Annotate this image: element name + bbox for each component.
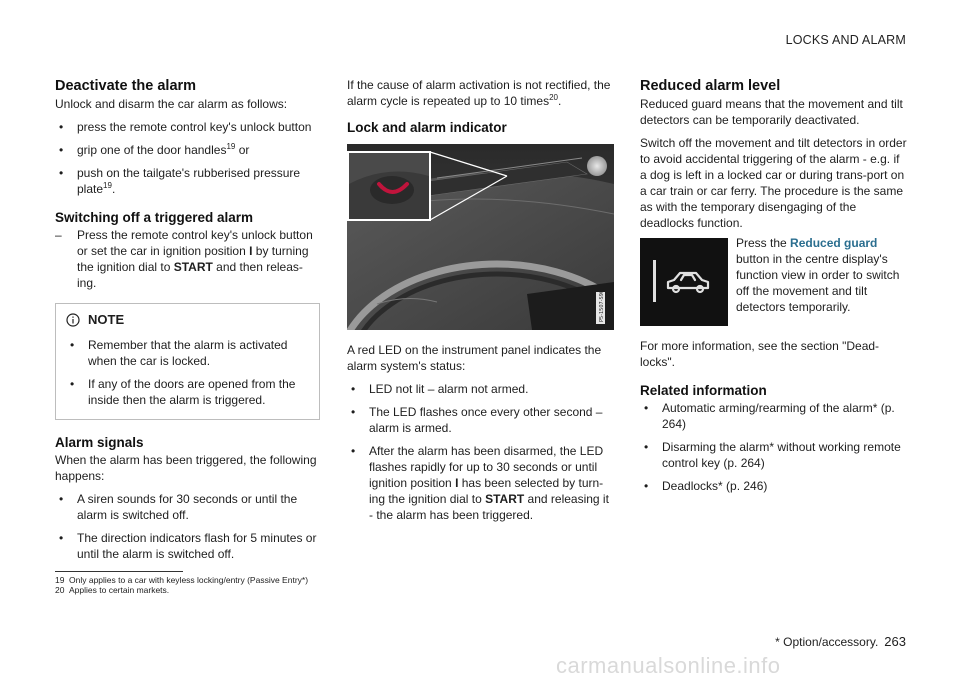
- footnote-ref[interactable]: 19: [103, 181, 112, 190]
- deactivate-intro: Unlock and disarm the car alarm as follows:: [55, 97, 288, 111]
- list-item: • The direction indicators flash for 5 minutes or until the alarm is switched off.: [55, 530, 320, 562]
- alarm-cycle-text: If the cause of alarm activation is not rectified, the alarm cycle is repeated up to 10 times$^{20}$.: [347, 78, 611, 108]
- heading-related-info: Related information: [640, 383, 767, 398]
- running-header: LOCKS AND ALARM: [785, 33, 906, 47]
- heading-lock-alarm-indicator: Lock and alarm indicator: [347, 120, 507, 135]
- switching-list: [55, 227, 320, 291]
- list-item: • LED not lit – alarm not armed.: [347, 381, 614, 397]
- instrument-panel-photo: [347, 144, 614, 330]
- reduced-p1: Reduced guard means that the movement and tilt detectors can be temporarily deactivated.: [640, 97, 903, 127]
- reduced-p2: Switch off the movement and tilt detectors in order to avoid accidental triggering of the alarm - e.g. if a dog is left in a locked car or during trans-port on a car train or car ferry. The procedure is the same as with the temporary disengaging of the deadlocks function.: [640, 136, 907, 230]
- signals-list: [55, 491, 320, 562]
- deactivate-list: [55, 119, 320, 197]
- list-item: – Press the remote control key's unlock button or set the car in ignition position I by turning the ignition dial to START and then releas-ing.: [55, 227, 320, 291]
- reduced-guard-row: [640, 238, 907, 326]
- footnote-20: 20 Applies to certain markets.: [55, 585, 170, 595]
- list-item: • If any of the doors are opened from the inside then the alarm is triggered.: [66, 376, 309, 408]
- list-item: • push on the tailgate's rubberised pressure plate$^{19}$.: [55, 165, 320, 197]
- footnote-19: 19 Only applies to a car with keyless locking/entry (Passive Entry*): [55, 575, 309, 585]
- watermark: carmanualsonline.info: [556, 653, 781, 678]
- note-header: [66, 312, 309, 327]
- photo-code: P5-1507-S90: [599, 289, 605, 322]
- heading-switching-off: Switching off a triggered alarm: [55, 210, 254, 225]
- reduced-p3: For more information, see the section "Dead-locks".: [640, 339, 880, 369]
- list-item: • press the remote control key's unlock button: [55, 119, 320, 135]
- note-title: NOTE: [88, 312, 125, 327]
- indicator-intro: A red LED on the instrument panel indicates the alarm system's status:: [347, 343, 602, 373]
- column-1: [55, 77, 320, 569]
- list-item: • grip one of the door handles$^{19}$ or: [55, 142, 320, 158]
- footnote-rule: [55, 571, 183, 572]
- related-link[interactable]: • Disarming the alarm* without working remote control key (p. 264): [640, 439, 907, 471]
- list-item: • Remember that the alarm is activated when the car is locked.: [66, 337, 309, 369]
- list-item: • A siren sounds for 30 seconds or until the alarm is switched off.: [55, 491, 320, 523]
- signals-intro: When the alarm has been triggered, the following happens:: [55, 453, 317, 483]
- related-list: [640, 400, 907, 494]
- page-footer: * Option/accessory. 263: [775, 634, 906, 649]
- related-link[interactable]: • Automatic arming/rearming of the alarm* (p. 264): [640, 400, 907, 432]
- column-3: [640, 77, 907, 501]
- heading-reduced-alarm: Reduced alarm level: [640, 78, 781, 94]
- list-item: • The LED flashes once every other second – alarm is armed.: [347, 404, 614, 436]
- reduced-guard-car-icon: [640, 238, 728, 326]
- heading-deactivate-alarm: Deactivate the alarm: [55, 78, 197, 94]
- page-number: 263: [884, 634, 906, 649]
- note-box: [55, 303, 320, 420]
- column-2: [347, 77, 614, 530]
- reduced-guard-button[interactable]: Reduced guard: [790, 236, 878, 250]
- footnote-ref[interactable]: 19: [226, 142, 236, 151]
- note-list: [66, 337, 309, 408]
- list-item: • After the alarm has been disarmed, the LED flashes rapidly for up to 30 seconds or until ignition position I has been selected by turn-ing the ignition dial to START and releasing it - the alarm has been triggered.: [347, 443, 614, 523]
- info-icon: [66, 313, 80, 327]
- related-link[interactable]: • Deadlocks* (p. 246): [640, 478, 907, 494]
- heading-alarm-signals: Alarm signals: [55, 435, 144, 450]
- reduced-guard-text: Press the Reduced guard button in the centre display's function view in order to switch off the movement and tilt detectors temporarily.: [736, 236, 900, 314]
- indicator-list: [347, 381, 614, 523]
- footnote-ref[interactable]: 20: [549, 93, 559, 102]
